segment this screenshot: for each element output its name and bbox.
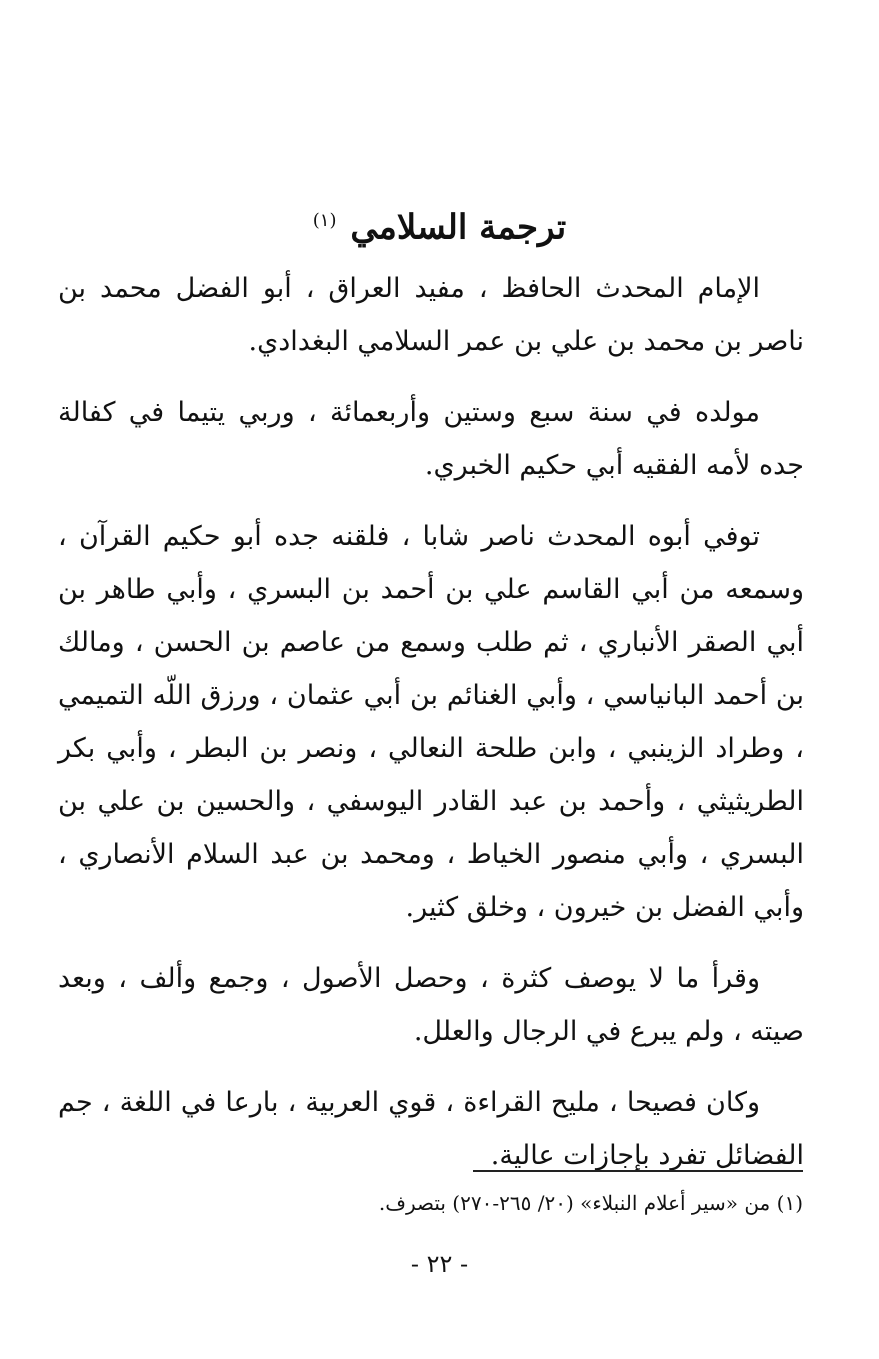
paragraph-teachers: توفي أبوه المحدث ناصر شابا ، فلقنه جده أبو حكيم القرآن ، وسمعه من أبي القاسم علي بن أحمد بن البسري ، وأبي طاهر بن أبي الصقر الأنباري ، ثم طلب وسمع من عاصم بن الحسن ، ومالك بن أحمد البانياسي ، وأبي الغنائم بن أبي عثمان ، ورزق اللّه التميمي ، وطراد الزينبي ، وابن طلحة النعالي ، ونصر بن البطر ، وأبي بكر الطريثيثي ، وأحمد بن عبد القادر اليوسفي ، والحسين بن علي بن البسري ، وأبي منصور الخياط ، ومحمد بن عبد السلام الأنصاري ، وأبي الفضل بن خيرون ، وخلق كثير. xyxy=(58,521,804,923)
body-text xyxy=(58,262,804,1200)
paragraph-name-lineage: الإمام المحدث الحافظ ، مفيد العراق ، أبو الفضل محمد بن ناصر بن محمد بن علي بن عمر السلامي البغدادي. xyxy=(58,273,804,357)
footnote-reference: (١) xyxy=(312,209,337,231)
paragraph-qualities: وكان فصيحا ، مليح القراءة ، قوي العربية ، بارعا في اللغة ، جم الفضائل تفرد بإجازات عالية. xyxy=(58,1087,804,1171)
paragraph-birth: مولده في سنة سبع وستين وأربعمائة ، وربي يتيما في كفالة جده لأمه الفقيه أبي حكيم الخبري. xyxy=(58,397,804,481)
title-text: ترجمة السلامي xyxy=(350,207,567,248)
footnote-divider xyxy=(473,1170,803,1172)
footnote: (١) من «سير أعلام النبلاء» (٢٠/ ٢٦٥-٢٧٠) بتصرف. xyxy=(378,1191,803,1215)
page-title xyxy=(0,195,879,253)
page-number: - ٢٢ - xyxy=(410,1250,469,1278)
paragraph-scholarship: وقرأ ما لا يوصف كثرة ، وحصل الأصول ، وجمع وألف ، وبعد صيته ، ولم يبرع في الرجال والعلل. xyxy=(58,963,804,1047)
